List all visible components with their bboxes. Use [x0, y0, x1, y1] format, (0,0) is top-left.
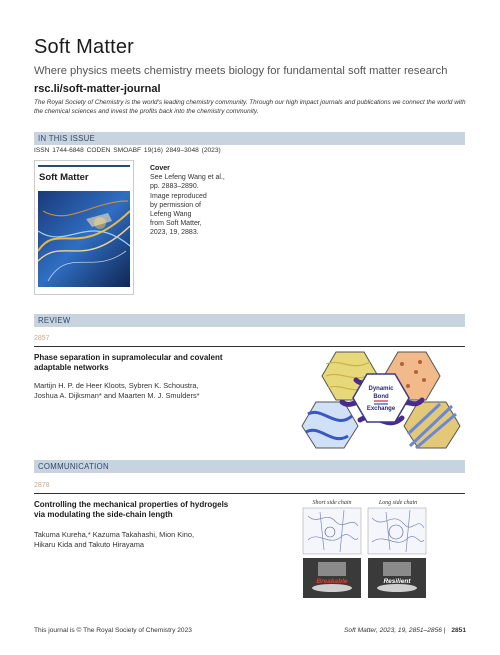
- cover-caption-line: 2023, 19, 2883.: [150, 229, 199, 237]
- in-this-issue-heading: IN THIS ISSUE: [38, 134, 96, 143]
- cover-artwork: [38, 191, 130, 287]
- cover-caption-line: See Lefeng Wang et al.,: [150, 174, 225, 182]
- review-heading: REVIEW: [38, 316, 71, 325]
- cover-caption-line: Image reproduced: [150, 192, 207, 200]
- title-line: adaptable networks: [34, 363, 109, 372]
- cover-image-title: Soft Matter: [39, 172, 89, 183]
- review-divider: [34, 346, 465, 347]
- review-page-number: 2857: [34, 335, 50, 342]
- author-line: Joshua A. Dijksman* and Maarten M. J. Smulders*: [34, 391, 200, 400]
- communication-heading: COMMUNICATION: [38, 462, 109, 471]
- review-article-title[interactable]: [34, 353, 284, 373]
- graphic-label-long-side-chain: Long side chain: [378, 500, 418, 506]
- journal-title: Soft Matter: [34, 36, 135, 58]
- footer-page-number: 2851: [451, 627, 466, 634]
- title-line: Phase separation in supramolecular and covalent: [34, 353, 223, 362]
- communication-page-number: 2878: [34, 482, 50, 489]
- issn-line: ISSN 1744-6848 CODEN SMOABF 19(16) 2849–3048 (2023): [34, 147, 221, 154]
- graphic-label-dynamic: Dynamic: [368, 386, 394, 392]
- cover-caption-line: pp. 2883–2890.: [150, 183, 199, 191]
- journal-url[interactable]: rsc.li/soft-matter-journal: [34, 83, 161, 95]
- title-line: Controlling the mechanical properties of hydrogels: [34, 500, 229, 509]
- communication-bar: [34, 460, 465, 473]
- cover-caption-line: Lefeng Wang: [150, 211, 192, 219]
- cover-caption-line: from Soft Matter,: [150, 220, 202, 228]
- cover-top-rule: [38, 165, 130, 167]
- graphic-label-breakable: Breakable: [316, 578, 348, 585]
- graphic-label-resilient: Resilient: [383, 578, 411, 585]
- cover-caption-line: by permission of: [150, 201, 201, 209]
- footer-citation: [344, 627, 466, 634]
- publisher-blurb: The Royal Society of Chemistry is the world's leading chemistry community. Through our high impact journals and publications we connect the world with the chemical sciences and invest the profits back into the chemistry community.: [34, 99, 466, 115]
- journal-tagline: Where physics meets chemistry meets biology for fundamental soft matter research: [34, 65, 448, 77]
- footer-copyright: This journal is © The Royal Society of Chemistry 2023: [34, 627, 192, 634]
- communication-article-title[interactable]: [34, 500, 284, 520]
- author-line: Takuma Kureha,* Kazuma Takahashi, Mion Kino,: [34, 530, 195, 539]
- cover-caption: [150, 164, 225, 238]
- cover-caption-head: Cover: [150, 165, 170, 172]
- author-line: Martijn H. P. de Heer Kloots, Sybren K. Schoustra,: [34, 381, 199, 390]
- review-bar: [34, 314, 465, 327]
- footer-separator: |: [443, 627, 446, 634]
- graphic-label-bond: Bond: [373, 394, 389, 400]
- communication-divider: [34, 493, 465, 494]
- title-line: via modulating the side-chain length: [34, 510, 173, 519]
- graphic-label-short-side-chain: Short side chain: [312, 500, 352, 506]
- author-line: Hikaru Kida and Takuto Hirayama: [34, 540, 144, 549]
- cover-image: [34, 160, 134, 295]
- footer-citation-text: Soft Matter, 2023, 19, 2851–2856: [344, 627, 442, 634]
- communication-toc-graphic: [300, 496, 430, 600]
- in-this-issue-bar: [34, 132, 465, 145]
- review-toc-graphic: [296, 350, 466, 450]
- communication-authors: [34, 530, 284, 550]
- review-authors: [34, 381, 284, 401]
- graphic-label-exchange: Exchange: [366, 406, 396, 412]
